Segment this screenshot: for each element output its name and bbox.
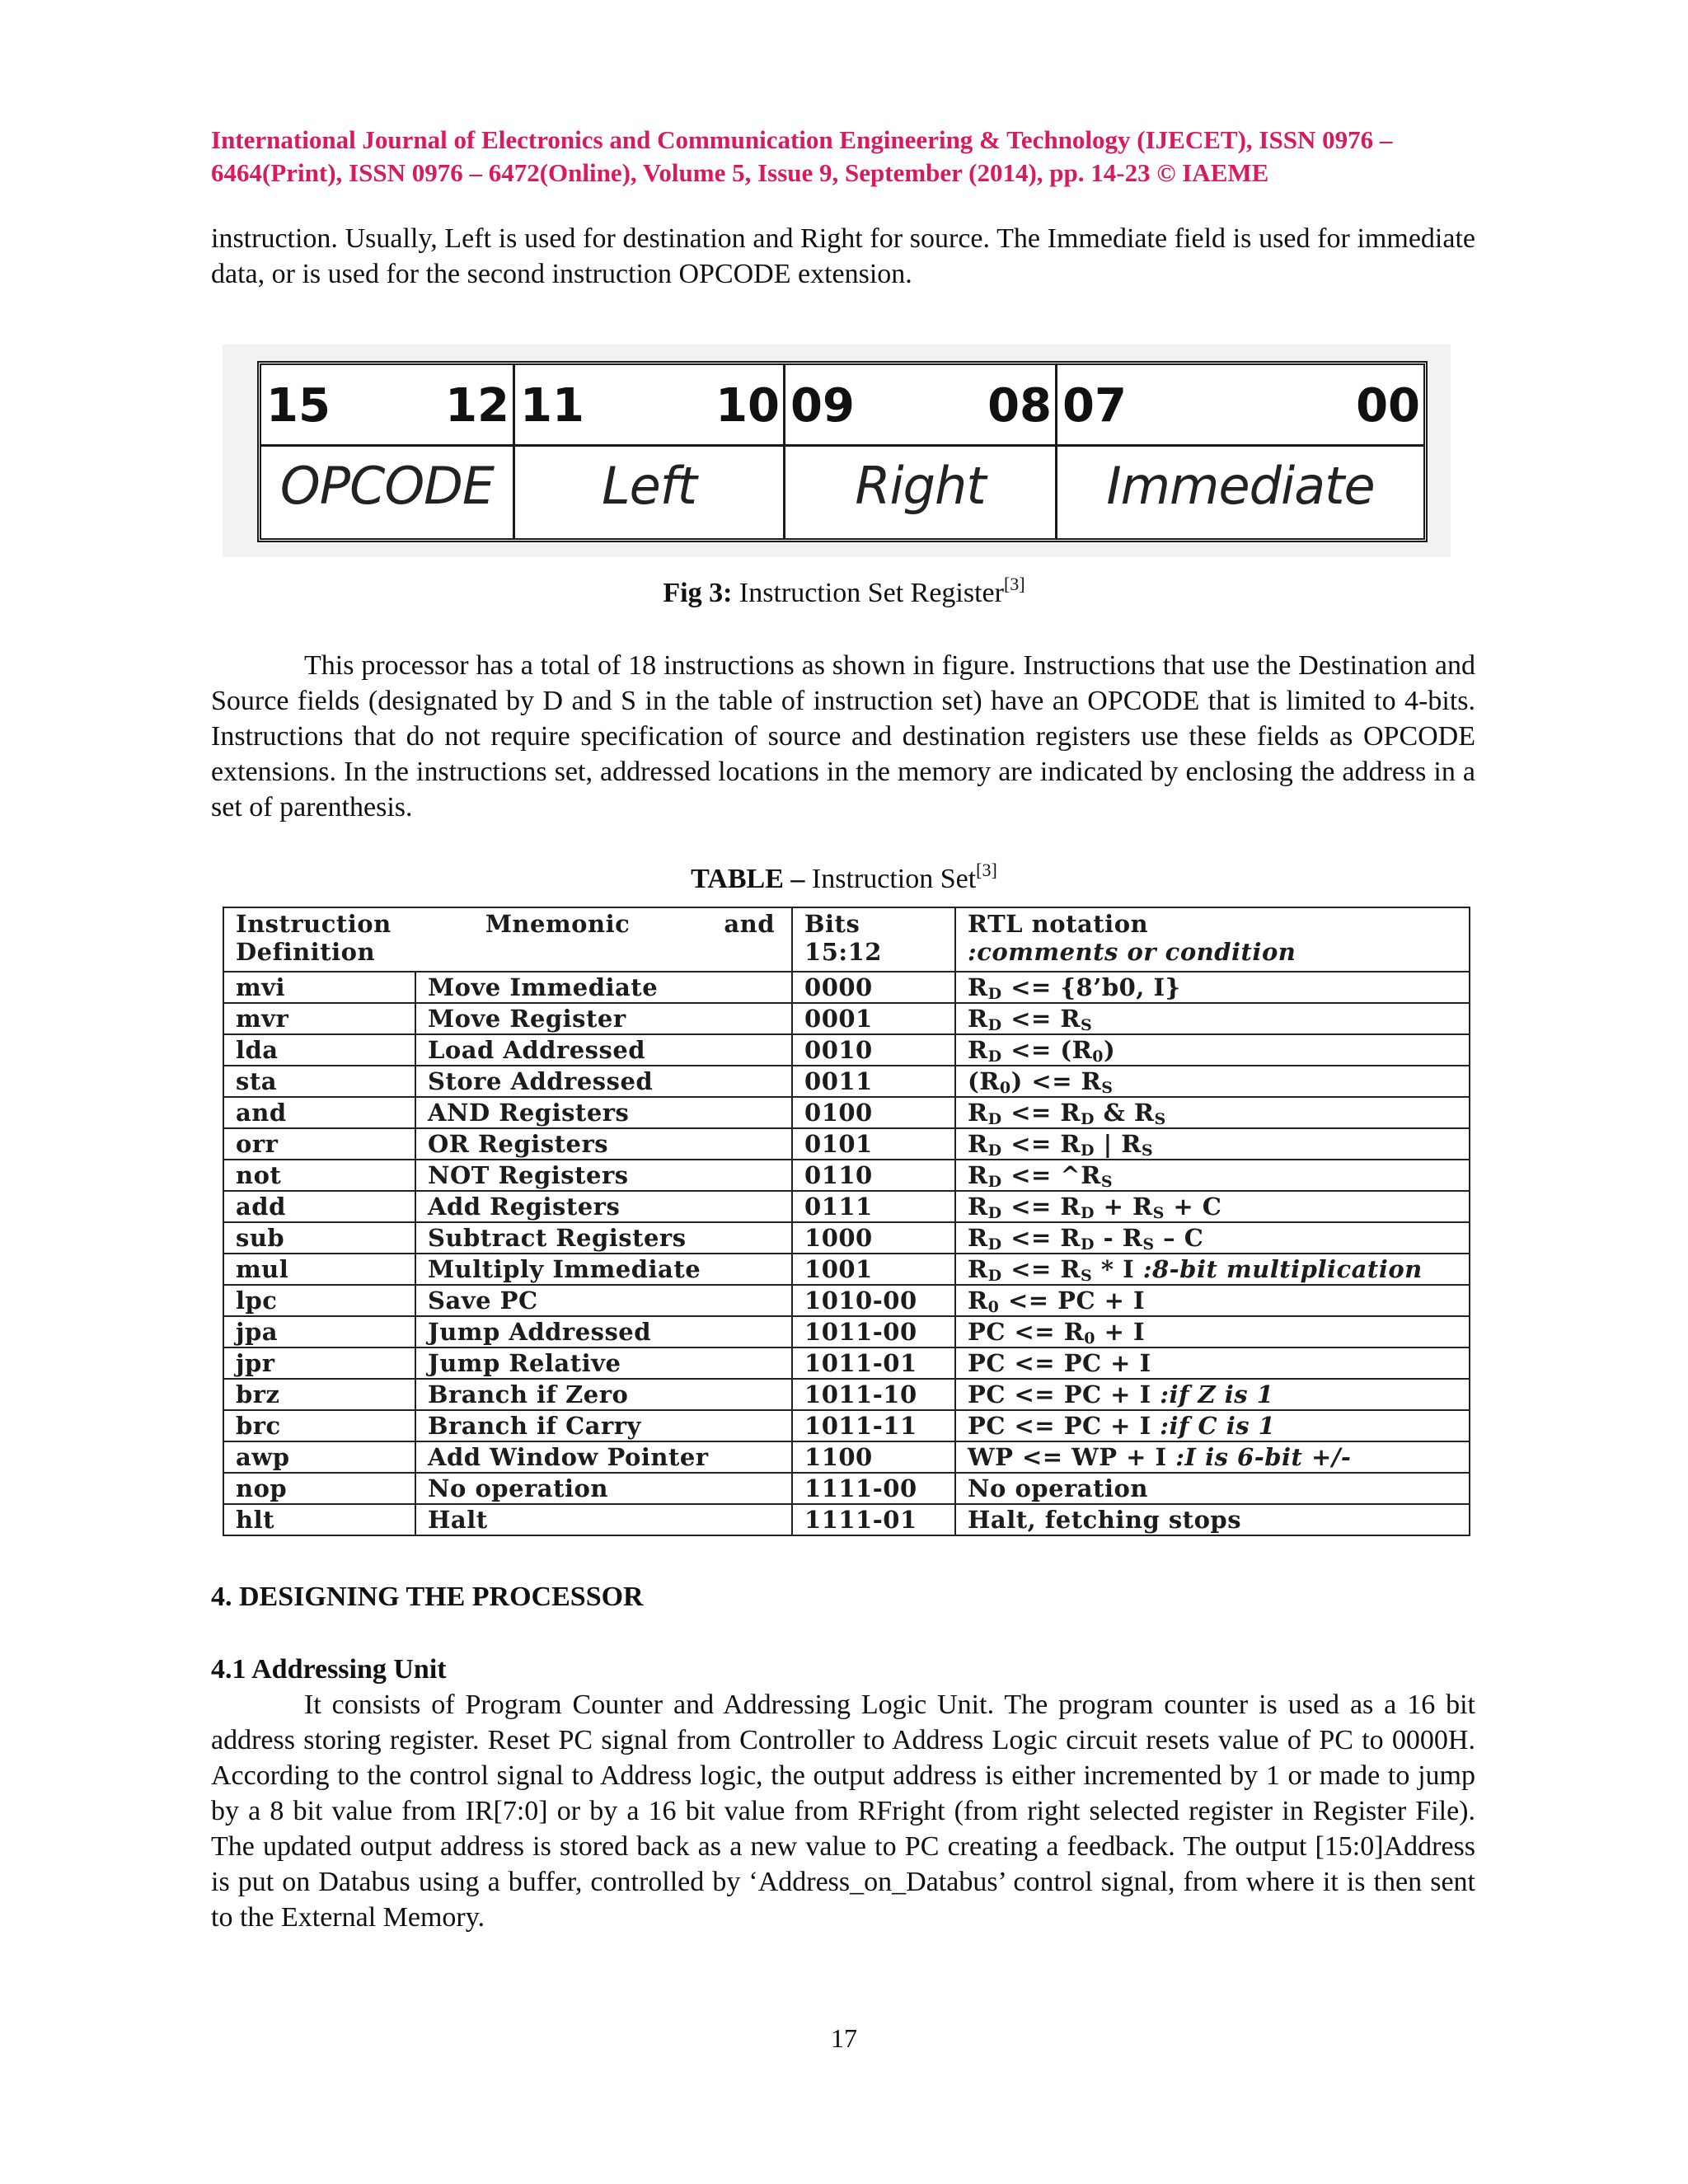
field-name: Immediate [1106,456,1375,516]
mnemonic-cell: hlt [223,1504,415,1535]
figure-caption [0,575,1688,611]
table-row [223,1473,1470,1504]
mnemonic-cell: mvr [223,1003,415,1034]
mnemonic-cell: jpr [223,1347,415,1379]
bits-cell: 1001 [792,1254,955,1285]
mnemonic-cell: awp [223,1441,415,1473]
bit-index-right: 08 [987,379,1052,433]
definition-cell: AND Registers [415,1097,792,1128]
bit-index-left: 15 [266,379,331,433]
mnemonic-cell: lpc [223,1285,415,1316]
figure-caption-label: Fig 3: [663,578,733,608]
mnemonic-cell: mvi [223,972,415,1003]
instruction-table-body [223,972,1470,1535]
header-instruction-label: Instruction [236,910,392,938]
definition-cell: Subtract Registers [415,1222,792,1254]
table-row [223,1285,1470,1316]
mnemonic-cell: and [223,1097,415,1128]
register-field-right [785,365,1057,538]
definition-cell: Store Addressed [415,1066,792,1097]
rtl-cell: $R_D <= R_D + R_S + C$ [955,1191,1470,1222]
definition-cell: Branch if Carry [415,1410,792,1441]
table-row [223,1504,1470,1535]
table-row [223,1160,1470,1191]
bit-index-right: 00 [1356,379,1420,433]
journal-header-line-1: International Journal of Electronics and Communication Engineering & Technology (IJECET), ISSN 0976 – [211,125,1393,154]
definition-cell: Multiply Immediate [415,1254,792,1285]
definition-cell: NOT Registers [415,1160,792,1191]
bits-cell: 1000 [792,1222,955,1254]
page-number: 17 [831,2023,857,2053]
definition-cell: Add Window Pointer [415,1441,792,1473]
rtl-cell: $R_D <= R_D$ & $R_S$ [955,1097,1470,1128]
bits-cell: 1011-11 [792,1410,955,1441]
mnemonic-cell: not [223,1160,415,1191]
rtl-cell: PC <= PC + I [955,1347,1470,1379]
bits-cell: 1011-10 [792,1379,955,1410]
journal-header-line-2: 6464(Print), ISSN 0976 – 6472(Online), Volume 5, Issue 9, September (2014), pp. 14-23 © IAEME [211,158,1269,187]
header-definition-label: Definition [236,938,376,966]
bits-cell: 1100 [792,1441,955,1473]
table-row [223,1003,1470,1034]
definition-cell: Jump Addressed [415,1316,792,1347]
bits-cell: 0001 [792,1003,955,1034]
header-and-label: and [724,910,776,938]
mnemonic-cell: lda [223,1034,415,1066]
header-instruction-definition [223,907,792,972]
rtl-cell: $R_D$ <= {8’b0, I} [955,972,1470,1003]
rtl-cell: $(R_0) <= R_S$ [955,1066,1470,1097]
table-row [223,1097,1470,1128]
definition-cell: OR Registers [415,1128,792,1160]
rtl-cell: PC <= PC + I :if C is 1 [955,1410,1470,1441]
register-row-divider [261,444,1423,447]
rtl-cell: WP <= WP + I :I is 6-bit +/- [955,1441,1470,1473]
bits-cell: 1011-00 [792,1316,955,1347]
bit-index-right: 12 [445,379,509,433]
body-paragraph: This processor has a total of 18 instructions as shown in figure. Instructions that use the Destination and Source fields (designated by D and S in the table of instruction set) have an OPCODE that is limited to 4-bits. Instructions that do not require specification of source and destination registers use these fields as OPCODE extensions. In the instructions set, addressed locations in the memory are indicated by enclosing the address in a set of parenthesis. [211,650,1475,823]
table-header-row [223,907,1470,972]
definition-cell: Move Immediate [415,972,792,1003]
definition-cell: Halt [415,1504,792,1535]
addressing-unit-paragraph: It consists of Program Counter and Addressing Logic Unit. The program counter is used as a 16 bit address storing register. Reset PC signal from Controller to Address Logic circuit resets value of PC to 0000H. According to the control signal to Address logic, the output address is either incremented by 1 or made to jump by a 8 bit value from IR[7:0] or by a 16 bit value from RFright (from right selected register in Register File). The updated output address is stored back as a new value to PC creating a feedback. The output [15:0]Address is put on Databus using a buffer, controlled by ‘Address_on_Databus’ control signal, from where it is then sent to the External Memory. [211,1690,1475,1933]
bit-index-left: 07 [1062,379,1127,433]
table-row [223,1347,1470,1379]
header-rtl-label: RTL notation [968,910,1149,938]
rtl-cell: $R_D$ <= $\^{}R_S$ [955,1160,1470,1191]
table-caption-text: Instruction Set [804,864,977,894]
bits-cell: 0000 [792,972,955,1003]
table-row [223,1191,1470,1222]
header-mnemonic-label: Mnemonic [485,910,631,938]
table-row [223,1254,1470,1285]
register-field-opcode [261,365,515,538]
mnemonic-cell: orr [223,1128,415,1160]
table-row [223,1379,1470,1410]
bit-index-left: 11 [520,379,584,433]
mnemonic-cell: brc [223,1410,415,1441]
bits-cell: 0011 [792,1066,955,1097]
table-row [223,1410,1470,1441]
definition-cell: Jump Relative [415,1347,792,1379]
definition-cell: Add Registers [415,1191,792,1222]
bits-cell: 0100 [792,1097,955,1128]
mnemonic-cell: mul [223,1254,415,1285]
table-row [223,972,1470,1003]
header-rtl-comments: :comments or condition [968,938,1296,966]
table-row [223,1316,1470,1347]
mnemonic-cell: sub [223,1222,415,1254]
register-field-left [515,365,785,538]
rtl-cell: $R_D <= R_S$ [955,1003,1470,1034]
rtl-cell: $R_D <= R_S * I$ :8-bit multiplication [955,1254,1470,1285]
subsection-heading: 4.1 Addressing Unit [211,1654,447,1685]
header-bits [792,907,955,972]
intro-paragraph: instruction. Usually, Left is used for destination and Right for source. The Immediate field is used for immediate data, or is used for the second instruction OPCODE extension. [211,223,1475,289]
rtl-cell: PC <= $R_0 + I$ [955,1316,1470,1347]
bit-index-right: 10 [715,379,780,433]
bits-cell: 1010-00 [792,1285,955,1316]
definition-cell: No operation [415,1473,792,1504]
bits-cell: 1111-01 [792,1504,955,1535]
instruction-register-figure [257,361,1428,542]
definition-cell: Move Register [415,1003,792,1034]
bits-cell: 0010 [792,1034,955,1066]
mnemonic-cell: brz [223,1379,415,1410]
table-row [223,1128,1470,1160]
field-name: Right [855,456,986,516]
definition-cell: Save PC [415,1285,792,1316]
rtl-cell: $R_D <= R_D$ | $R_S$ [955,1128,1470,1160]
instruction-set-table [223,907,1470,1536]
rtl-cell: No operation [955,1473,1470,1504]
definition-cell: Branch if Zero [415,1379,792,1410]
figure-caption-text: Instruction Set Register [732,578,1004,608]
rtl-cell: $R_D <= R_D - R_S - C$ [955,1222,1470,1254]
header-rtl [955,907,1470,972]
mnemonic-cell: nop [223,1473,415,1504]
bits-cell: 1111-00 [792,1473,955,1504]
table-caption-label: TABLE – [691,864,805,894]
journal-header [211,124,1480,190]
mnemonic-cell: add [223,1191,415,1222]
rtl-cell: $R_D <= (R_0)$ [955,1034,1470,1066]
header-bits-range: 15:12 [804,938,882,966]
figure-caption-reference: [3] [1003,574,1025,594]
table-caption [0,861,1688,897]
table-row [223,1441,1470,1473]
section-heading: 4. DESIGNING THE PROCESSOR [211,1582,644,1612]
field-name: OPCODE [279,456,495,516]
table-caption-reference: [3] [976,860,997,880]
rtl-cell: $R_0$ <= PC + I [955,1285,1470,1316]
field-name: Left [602,456,696,516]
header-bits-label: Bits [804,910,860,938]
bits-cell: 1011-01 [792,1347,955,1379]
rtl-cell: Halt, fetching stops [955,1504,1470,1535]
register-field-immediate [1057,365,1423,538]
bits-cell: 0110 [792,1160,955,1191]
table-row [223,1222,1470,1254]
definition-cell: Load Addressed [415,1034,792,1066]
table-row [223,1066,1470,1097]
bit-index-left: 09 [790,379,855,433]
mnemonic-cell: jpa [223,1316,415,1347]
bits-cell: 0111 [792,1191,955,1222]
bits-cell: 0101 [792,1128,955,1160]
mnemonic-cell: sta [223,1066,415,1097]
table-row [223,1034,1470,1066]
rtl-cell: PC <= PC + I :if Z is 1 [955,1379,1470,1410]
